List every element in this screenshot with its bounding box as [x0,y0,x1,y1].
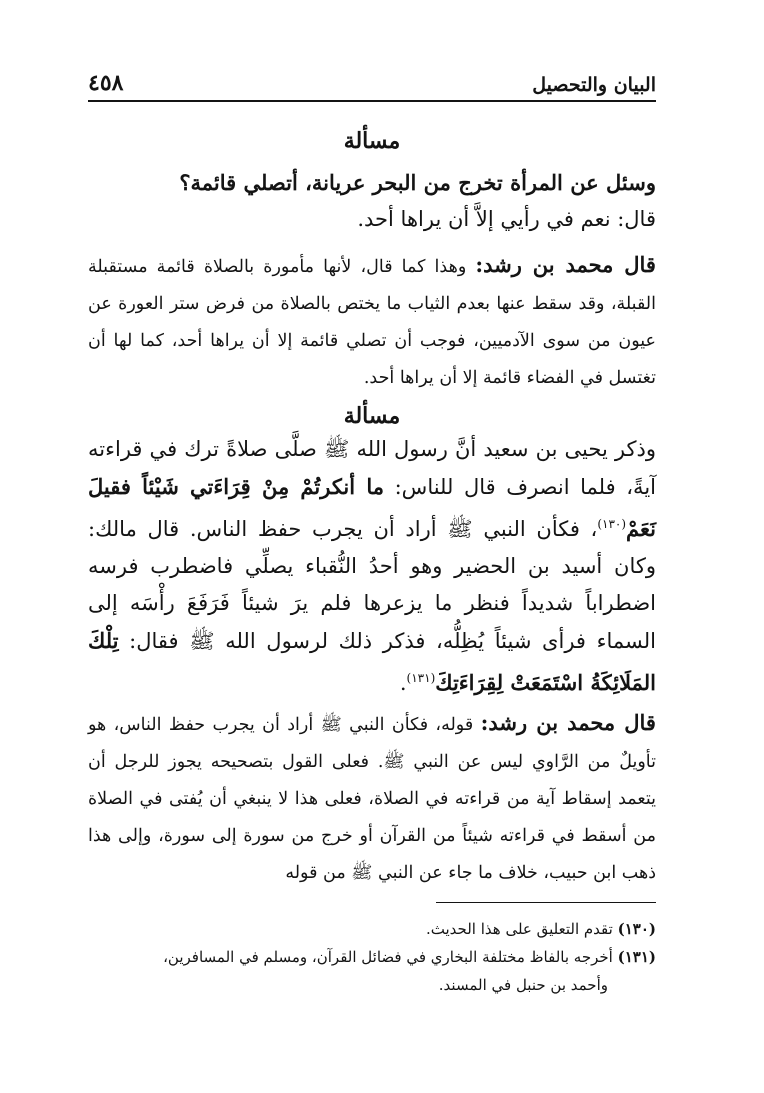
footnote-number: (١٣٠) [617,920,656,938]
footnote-continuation: وأحمد بن حنبل في المسند. [438,976,608,994]
question-text: وسئل عن المرأة تخرج من البحر عريانة، أتصلي قائمة؟ [179,170,656,195]
footnote-item [88,915,656,943]
page-number: ٤٥٨ [88,70,124,96]
commentary-lead: قال محمد بن رشد: [475,252,656,277]
footnote-text: تقدم التعليق على هذا الحديث. [425,920,613,938]
footnote-text: أخرجه بالفاظ مختلفة البخاري في فضائل القرآن، ومسلم في المسافرين، [163,948,613,966]
quran-quote: ما أنكرتُمْ مِنْ قِرَاءَتي شَيْئاً فقيلَ نَعَمْ [88,474,656,541]
commentary-lead: قال محمد بن رشد: [480,710,656,735]
answer-text: قال: نعم في رأيي إلاَّ أن يراها أحد. [357,207,656,231]
book-title: البيان والتحصيل [532,74,656,96]
section-heading: مسألة [343,403,401,429]
header-rule [88,100,656,102]
closing-punctuation: . [399,671,407,695]
running-header [88,62,656,96]
footnote-rule [436,902,656,903]
section-heading: مسألة [343,128,401,154]
narration-text: وذكر يحيى بن سعيد أنَّ رسول الله ﷺ صلَّى صلاةً ترك في قراءته آيةً، فلما انصرف قال للناس: [88,437,656,499]
footnotes [88,915,656,999]
footnote-number: (١٣١) [617,948,656,966]
footnote-ref[interactable]: (١٣٠) [597,517,627,531]
book-page [88,62,656,999]
footnote-ref[interactable]: (١٣١) [406,671,436,685]
narration-text: ، فكأن النبي ﷺ أراد أن يجرب حفظ الناس. قال مالك: وكان أسيد بن الحضير وهو أحدُ النُّقباء يصلِّي فاضطرب فرسه اضطراباً شديداً فنظر ما يزعرها فلم يرَ شيئاً فَرَفَعَ رأْسَه إلى السماء فرأى شيئاً يُظِلُّه، فذكر ذلك لرسول الله ﷺ فقال: [88,517,656,653]
narration-paragraph [88,431,656,702]
commentary-text: قوله، فكأن النبي ﷺ أراد أن يجرب حفظ الناس، هو تأويلٌ من الرَّاوي ليس عن النبي ﷺ. فعلى القول بتصحيحه يجوز للرجل أن يتعمد إسقاط آية من قراءته في الصلاة، فعلى هذا لا ينبغي أن يُفتى في الصلاة من أسقط في قراءته شيئاً من القرآن أو خرج من سورة إلى سورة، وإلى هذا ذهب ابن حبيب، خلاف ما جاء عن النبي ﷺ من قوله [88,715,656,883]
footnote-item [88,943,656,971]
commentary-paragraph [88,704,656,892]
quran-quote: تِلْكَ المَلَائِكَةُ اسْتَمَعَتْ لِقِرَاءَتِكَ [88,628,656,695]
commentary-text: وهذا كما قال، لأنها مأمورة بالصلاة قائمة مستقبلة القبلة، وقد سقط عنها بعدم الثياب ما يختص بالصلاة من فرض ستر العورة عن عيون من سوى الآدميين، فوجب أن تصلي قائمة إلا أن يراها أحد، كما لها أن تغتسل في الفضاء قائمة إلا أن يراها أحد. [88,257,656,388]
commentary-paragraph [88,246,656,397]
